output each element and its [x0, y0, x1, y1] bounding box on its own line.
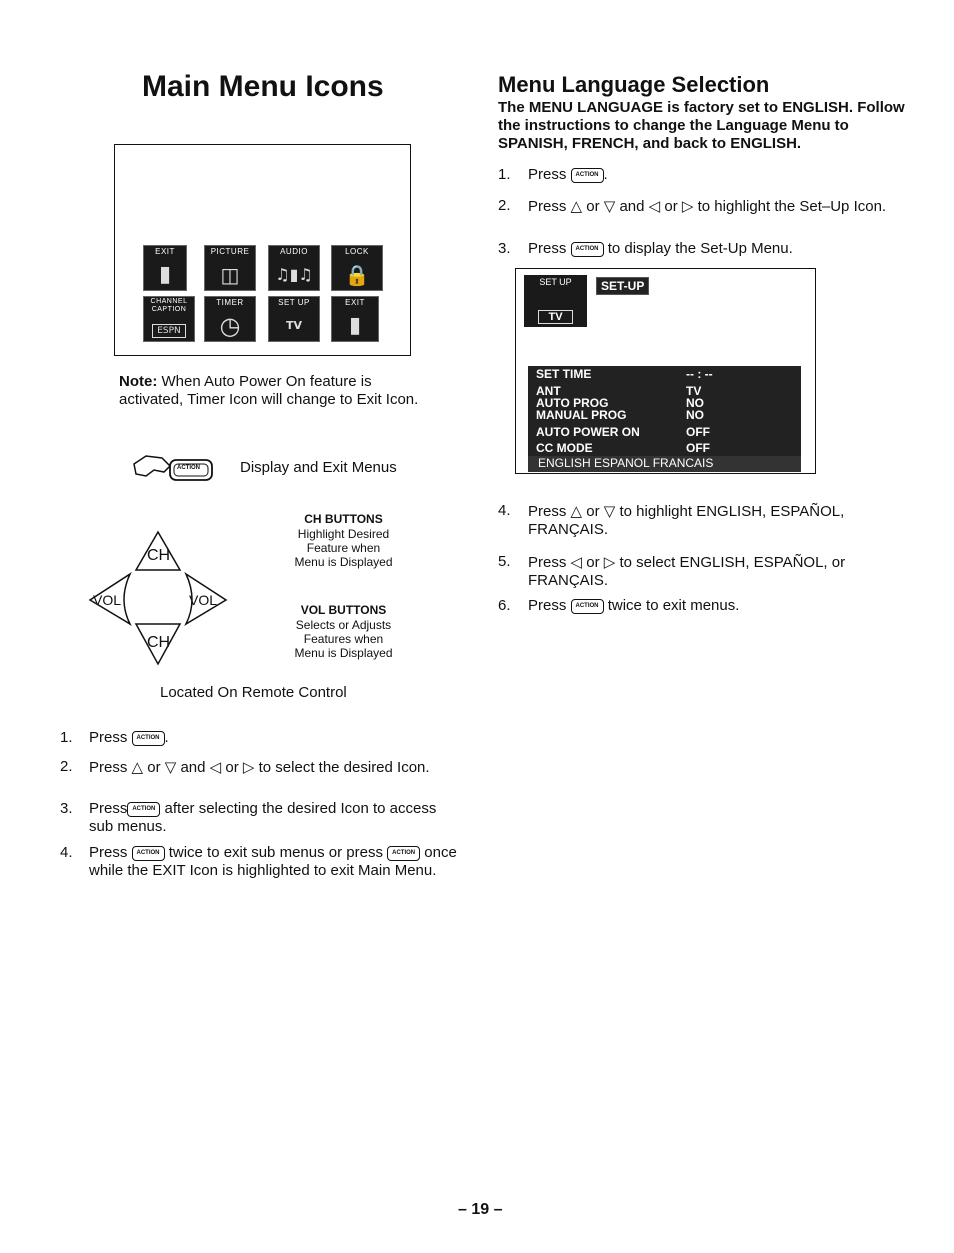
main-menu-screen	[114, 144, 411, 356]
page-number: – 19 –	[458, 1201, 503, 1218]
action-button-label: ACTION	[177, 465, 200, 471]
action-button-icon: ACTION	[571, 168, 604, 183]
step-number: 1.	[60, 729, 73, 746]
setup-menu-panel	[528, 366, 801, 472]
menu-row-value: -- : --	[686, 367, 713, 381]
channel-caption-icon: CHANNEL CAPTION ESPN	[143, 296, 195, 342]
hand-pressing-action-icon	[132, 452, 214, 489]
action-button-icon: ACTION	[127, 802, 160, 817]
action-button-icon: ACTION	[571, 599, 604, 614]
ch-buttons-title: CH BUTTONS	[304, 512, 383, 526]
setup-tv-icon: SET UP TV	[268, 296, 320, 342]
step-number: 3.	[498, 240, 511, 257]
left-step-4: Press ACTION twice to exit sub menus or press ACTION once while the EXIT Icon is highlighted to exit Main Menu.	[89, 844, 457, 879]
right-step-1: Press ACTION .	[528, 166, 608, 183]
menu-row-value: OFF	[686, 425, 710, 439]
remote-caption: Located On Remote Control	[160, 684, 347, 701]
exit-door-icon: EXIT ▮	[331, 296, 379, 342]
setup-menu-header: SET-UP	[596, 277, 649, 295]
step-number: 3.	[60, 800, 73, 817]
left-step-2: Press △ or ▽ and ◁ or ▷ to select the desired Icon.	[89, 758, 430, 776]
vol-left-button[interactable]: VOL	[93, 592, 122, 608]
menu-row-value: OFF	[686, 441, 710, 455]
note-text: When Auto Power On feature is activated, Timer Icon will change to Exit Icon.	[119, 373, 419, 408]
menu-row-value: NO	[686, 408, 704, 422]
language-options: ENGLISH ESPANOL FRANCAIS	[528, 456, 801, 472]
right-step-3: Press ACTION to display the Set-Up Menu.	[528, 240, 793, 257]
menu-row-value: NO	[686, 396, 704, 410]
ch-up-button[interactable]: CH	[147, 547, 171, 564]
menu-row-label: AUTO PROG	[536, 396, 609, 410]
vol-left-icon: ◁	[648, 197, 661, 215]
vol-buttons-title: VOL BUTTONS	[300, 603, 387, 617]
timer-clock-icon: TIMER ◷	[204, 296, 256, 342]
intro-text: The MENU LANGUAGE is factory set to ENGLISH. Follow the instructions to change the Language Menu to SPANISH, FRENCH, and back to ENGLISH.	[498, 99, 905, 152]
right-step-2: Press △ or ▽ and ◁ or ▷ to highlight the Set–Up Icon.	[528, 197, 887, 215]
action-button-icon: ACTION	[132, 846, 165, 861]
vol-buttons-desc-2: Features when	[303, 632, 384, 646]
step-number: 4.	[498, 502, 511, 519]
menu-row-label: AUTO POWER ON	[536, 425, 640, 439]
ch-up-icon: △	[131, 758, 144, 776]
ch-up-icon: △	[570, 502, 583, 520]
ch-down-icon: ▽	[603, 197, 616, 215]
action-button-icon: ACTION	[387, 846, 420, 861]
setup-tv-icon: SET UP TV	[524, 275, 587, 327]
vol-right-icon: ▷	[603, 553, 616, 571]
vol-buttons-desc-3: Menu is Displayed	[294, 646, 393, 660]
vol-right-icon: ▷	[242, 758, 255, 776]
action-button-icon: ACTION	[132, 731, 165, 746]
vol-buttons-desc-1: Selects or Adjusts	[295, 618, 392, 632]
ch-down-button[interactable]: CH	[147, 634, 171, 651]
step-number: 4.	[60, 844, 73, 861]
ch-buttons-desc-2: Feature when	[306, 541, 381, 555]
picture-icon: PICTURE ◫	[204, 245, 256, 291]
menu-row-label: ANT	[536, 384, 561, 398]
exit-door-icon: EXIT ▮	[143, 245, 187, 291]
vol-left-icon: ◁	[209, 758, 222, 776]
vol-right-button[interactable]: VOL	[189, 592, 218, 608]
menu-row-value: TV	[686, 384, 702, 398]
menu-row-label: CC MODE	[536, 441, 593, 455]
right-step-6: Press ACTION twice to exit menus.	[528, 597, 740, 614]
ch-down-icon: ▽	[603, 502, 616, 520]
left-step-3: Press ACTION after selecting the desired Icon to access sub menus.	[89, 800, 437, 835]
ch-down-icon: ▽	[164, 758, 177, 776]
vol-right-icon: ▷	[681, 197, 694, 215]
step-number: 2.	[60, 758, 73, 775]
note	[119, 373, 419, 409]
action-button-icon: ACTION	[571, 242, 604, 257]
vol-left-icon: ◁	[570, 553, 583, 571]
step-number: 2.	[498, 197, 511, 214]
step-number: 1.	[498, 166, 511, 183]
left-step-1: Press ACTION .	[89, 729, 169, 746]
ch-buttons-desc-3: Menu is Displayed	[294, 555, 393, 569]
ch-buttons-desc-1: Highlight Desired	[297, 527, 390, 541]
lock-icon: LOCK 🔒	[331, 245, 383, 291]
ch-up-icon: △	[570, 197, 583, 215]
page-title: Main Menu Icons	[142, 70, 384, 103]
menu-row-label: SET TIME	[536, 367, 592, 381]
audio-notes-icon: AUDIO ♫▮♫	[268, 245, 320, 291]
step-number: 5.	[498, 553, 511, 570]
action-caption: Display and Exit Menus	[240, 459, 397, 476]
menu-row-label: MANUAL PROG	[536, 408, 627, 422]
step-number: 6.	[498, 597, 511, 614]
right-step-5: Press ◁ or ▷ to select ENGLISH, ESPAÑOL, or FRANÇAIS.	[528, 553, 846, 589]
note-label: Note:	[119, 373, 158, 390]
section-title: Menu Language Selection	[498, 72, 770, 97]
right-step-4: Press △ or ▽ to highlight ENGLISH, ESPAÑOL, FRANÇAIS.	[528, 502, 845, 538]
